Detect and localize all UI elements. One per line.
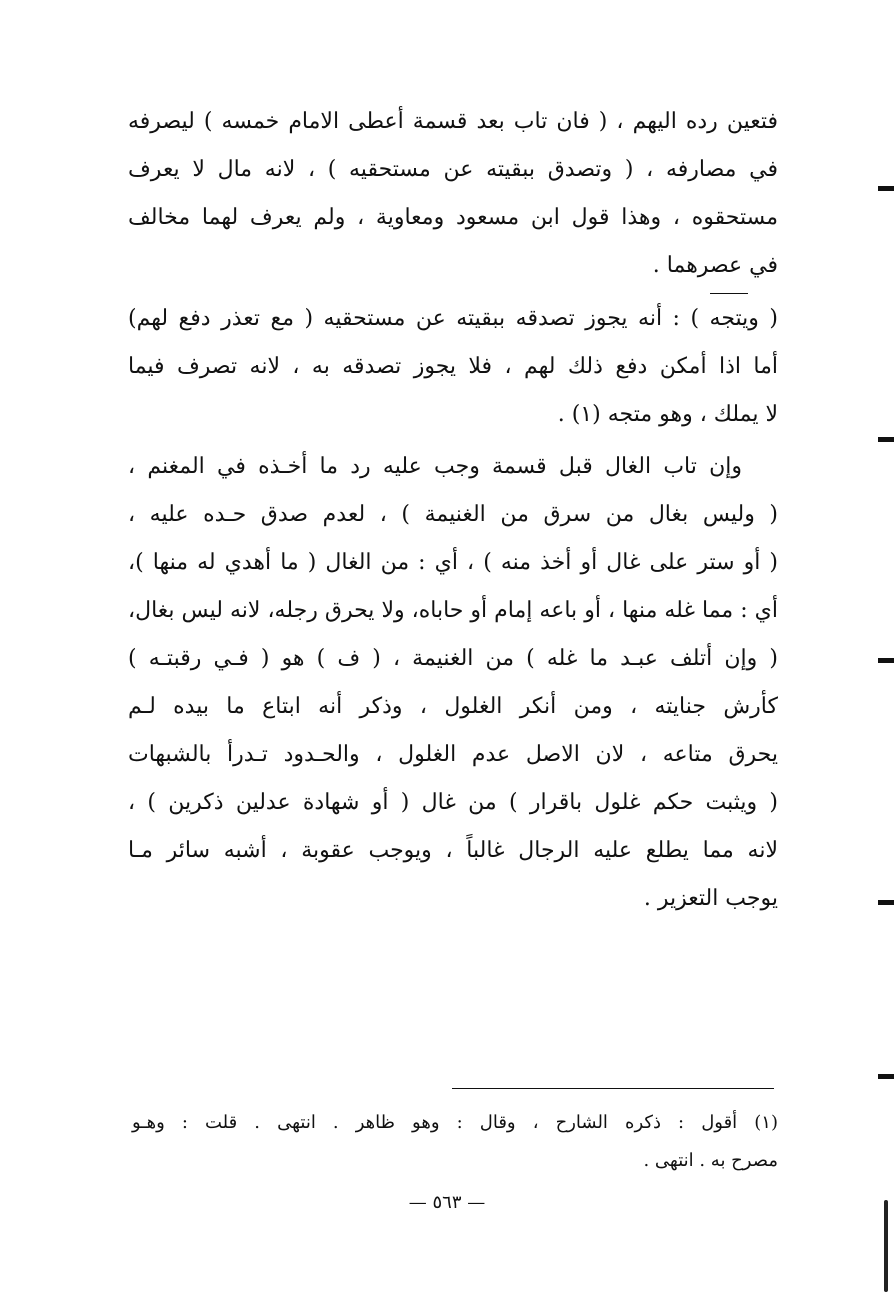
paragraph-2 bbox=[128, 295, 778, 439]
text-line: كأرش جنايته ، ومن أنكر الغلول ، وذكر أنه ابتاع ما بيده لـم bbox=[128, 694, 778, 719]
footnote-separator bbox=[452, 1088, 774, 1089]
text-line: أي : مما غله منها ، أو باعه إمام أو حاباه، ولا يحرق رجله، لانه ليس بغال، bbox=[128, 598, 778, 623]
margin-tick-mark bbox=[878, 437, 894, 442]
binding-edge bbox=[884, 1200, 888, 1292]
footnote-line: (١) أقول : ذكره الشارح ، وقال : وهو ظاهر . انتهى . قلت : وهـو bbox=[132, 1112, 778, 1133]
text-line: لا يملك ، وهو متجه (١) . bbox=[557, 402, 778, 427]
text-line: ( وإن أتلف عبـد ما غله ) من الغنيمة ، ( ف ) هو ( فـي رقبتـه ) bbox=[128, 646, 778, 671]
footnote bbox=[132, 1104, 778, 1180]
ويتجه-overline bbox=[710, 293, 748, 294]
text-line: في مصارفه ، ( وتصدق ببقيته عن مستحقيه ) ، لانه مال لا يعرف bbox=[128, 157, 778, 182]
page-number: — ٥٦٣ — bbox=[408, 1192, 486, 1213]
paragraph-1 bbox=[128, 98, 778, 290]
text-line: وإن تاب الغال قبل قسمة وجب عليه رد ما أخـذه في المغنم ، bbox=[128, 454, 742, 479]
margin-tick-mark bbox=[878, 186, 894, 191]
margin-tick-mark bbox=[878, 1074, 894, 1079]
text-line: يحرق متاعه ، لان الاصل عدم الغلول ، والحـدود تـدرأ بالشبهات bbox=[128, 742, 778, 767]
text-line: مستحقوه ، وهذا قول ابن مسعود ومعاوية ، ولم يعرف لهما مخالف bbox=[128, 205, 778, 230]
margin-tick-mark bbox=[878, 658, 894, 663]
text-line: في عصرهما . bbox=[652, 253, 778, 278]
text-line: ( أو ستر على غال أو أخذ منه ) ، أي : من الغال ( ما أهدي له منها )، bbox=[128, 550, 778, 575]
text-line: لانه مما يطلع عليه الرجال غالباً ، ويوجب عقوبة ، أشبه سائر مـا bbox=[128, 838, 778, 863]
text-line: فتعين رده اليهم ، ( فان تاب بعد قسمة أعطى الامام خمسه ) ليصرفه bbox=[128, 109, 778, 134]
footnote-line: مصرح به . انتهى . bbox=[643, 1150, 778, 1171]
text-line: ( ويتجه ) : أنه يجوز تصدقه ببقيته عن مستحقيه ( مع تعذر دفع لهم) bbox=[128, 306, 778, 331]
text-line: أما اذا أمكن دفع ذلك لهم ، فلا يجوز تصدقه به ، لانه تصرف فيما bbox=[128, 354, 778, 379]
margin-tick-mark bbox=[878, 900, 894, 905]
text-line: يوجب التعزير . bbox=[643, 886, 778, 911]
text-line: ( وليس بغال من سرق من الغنيمة ) ، لعدم صدق حـده عليه ، bbox=[128, 502, 778, 527]
text-line: ( ويثبت حكم غلول باقرار ) من غال ( أو شهادة عدلين ذكرين ) ، bbox=[128, 790, 778, 815]
paragraph-3 bbox=[128, 443, 778, 923]
